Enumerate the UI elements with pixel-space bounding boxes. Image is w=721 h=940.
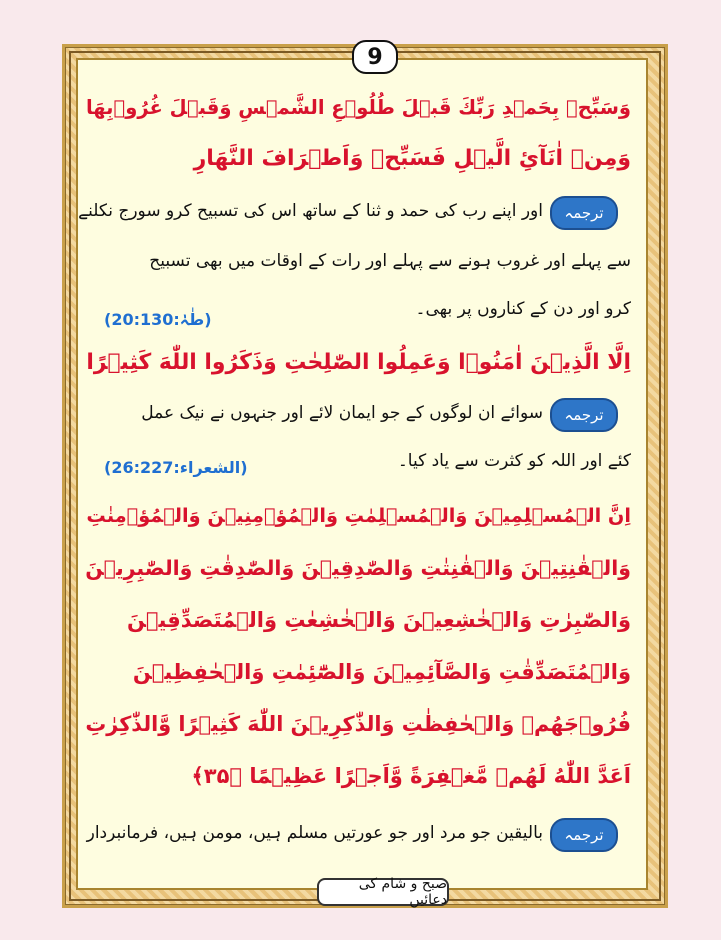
ayah-line: وَالۡمُتَصَدِّقٰتِ وَالصَّآئِمِيۡنَ وَالصّٰٓئِمٰتِ وَالۡحٰفِظِيۡنَ [132,660,631,684]
translation-badge: ترجمہ [550,818,618,852]
translation-badge: ترجمہ [550,398,618,432]
verse-reference: (20:طٰہٰ:130) [104,310,212,329]
ayah-line: اِلَّا الَّذِيۡنَ اٰمَنُوۡا وَعَمِلُوا الصّٰلِحٰتِ وَذَكَرُوا اللّٰهَ كَثِيۡرًا [86,350,631,375]
translation-badge: ترجمہ [550,196,618,230]
ayah-line: وَسَبِّحۡ بِحَمۡدِ رَبِّكَ قَبۡلَ طُلُوۡعِ الشَّمۡسِ وَقَبۡلَ غُرُوۡبِهَا [85,96,631,119]
translation-line: سے پہلے اور غروب ہونے سے پہلے اور رات کے اوقات میں بھی تسبیح [149,251,631,271]
translation-line: کئے اور اللہ کو کثرت سے یاد کیا۔ [397,451,631,471]
translation-line: سوائے ان لوگوں کے جو ایمان لائے اور جنہوں نے نیک عمل [141,403,543,423]
translation-line: کرو اور دن کے کناروں پر بھی۔ [415,299,631,319]
footer-title: صبح و شام کی دعائیں [317,878,449,906]
ayah-line: وَمِنۡ اٰنَآئِ الَّيۡلِ فَسَبِّحۡ وَاَطۡرَافَ النَّهَارِ [193,146,631,171]
page-number: 9 [352,40,398,74]
ayah-line: وَالۡقٰنِتِيۡنَ وَالۡقٰنِتٰتِ وَالصّٰدِقِيۡنَ وَالصّٰدِقٰتِ وَالصّٰبِرِيۡنَ [85,556,631,580]
translation-line: بالیقین جو مرد اور جو عورتیں مسلم ہیں، مومن ہیں، فرمانبردار [86,823,543,843]
ayah-line: فُرُوۡجَهُمۡ وَالۡحٰفِظٰتِ وَالذّٰكِرِيۡنَ اللّٰهَ كَثِيۡرًا وَّالذّٰكِرٰتِ [85,712,631,736]
ayah-line: اَعَدَّ اللّٰهُ لَهُمۡ مَّغۡفِرَةً وَّاَجۡرًا عَظِيۡمًا ﴿۳۵﴾ [191,764,631,788]
ayah-line: وَالصّٰبِرٰتِ وَالۡخٰشِعِيۡنَ وَالۡخٰشِعٰتِ وَالۡمُتَصَدِّقِيۡنَ [126,608,631,632]
ayah-line: اِنَّ الۡمُسۡلِمِيۡنَ وَالۡمُسۡلِمٰتِ وَالۡمُؤۡمِنِيۡنَ وَالۡمُؤۡمِنٰتِ [86,504,631,527]
translation-line: اور اپنے رب کی حمد و ثنا کے ساتھ اس کی تسبیح کرو سورج نکلنے [78,201,543,221]
verse-reference: (26:الشعراء:227) [104,458,248,477]
